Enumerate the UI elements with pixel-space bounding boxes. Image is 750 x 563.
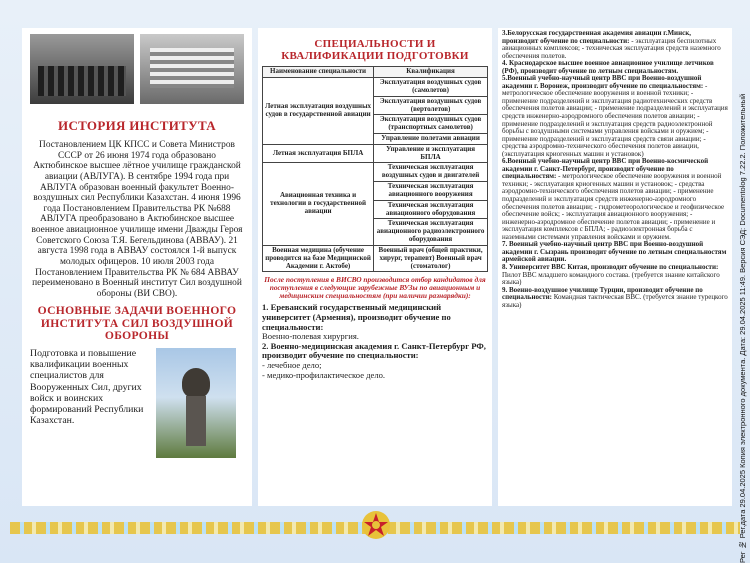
table-header: Наименование специальности <box>263 67 374 78</box>
specialties-table <box>262 66 488 272</box>
specialty-name: Авиационная техника и технологии в государственной авиации <box>263 163 374 245</box>
table-header: Квалификация <box>374 67 488 78</box>
building-photo <box>140 34 244 104</box>
university-title: 2. Военно-медицинская академия г. Санкт-Петербург РФ, производит обучение по специальности: <box>262 340 486 361</box>
tasks-title: ОСНОВНЫЕ ЗАДАЧИ ВОЕННОГО ИНСТИТУТА СИЛ ВОЗДУШНОЙ ОБОРОНЫ <box>37 304 237 342</box>
university-item: 8. Университет ВВС Китая, производит обучение по специальности: Пилот ВВС младшего командного состава. (требуется знание китайского языка) <box>502 262 720 287</box>
qualification: Эксплуатация воздушных судов (транспортных самолетов) <box>374 115 488 134</box>
qualification: Техническая эксплуатация авиационного радиоэлектронного оборудования <box>374 219 488 245</box>
university-item: 5.Военный учебно-научный центр ВВС при Военно-воздушной академии г. Воронеж, производит обучение по специальностям: - метрологическое обеспечение вооружения и военной техники; - применение подразделений и эксплуатация радиотехнических средств обеспечения полетов авиации; - применение подразделений и эксплуатация средств инженерно-аэродромного обеспечения полетов авиации; - применение подразделений и эксплуатация средств радиоэлектронной борьбы с воздушными системами управления войсками и оружием; - применение подразделений и эксплуатация средств связи авиации; - средства аэродромно-технического обеспечения полетов авиации, (эксплуатация криогенных машин и установок) <box>502 74 728 158</box>
university-detail: - медико-профилактическое дело. <box>262 369 386 380</box>
table-row <box>263 163 488 182</box>
document-stamp-text: Рег № Рег.дата 29.04.2025 Копия электронного документа. Дата: 29.04.2025 11:49. Версия СЭД: Documentolog 7.22.2. Положительный <box>738 93 747 563</box>
tasks-text: Подготовка и повышение квалификации военных специалистов для Вооруженных Сил, других войск и воинских формирований Республики Казахстан. <box>30 347 144 427</box>
university-item: 3.Белорусская государственная академия авиации г.Минск, производит обучение по специальности: - эксплуатация беспилотных авиационных комплексов; - техническая эксплуатация средств наземного обеспечения полетов. <box>502 29 721 60</box>
specialties-title: СПЕЦИАЛЬНОСТИ И КВАЛИФИКАЦИИ ПОДГОТОВКИ <box>281 38 469 63</box>
specialty-name: Летная эксплуатация БПЛА <box>263 144 374 163</box>
university-detail: - лечебное дело; <box>262 360 322 371</box>
qualification: Военный врач (общей практики, хирург, терапевт) Военный врач (стоматолог) <box>374 245 488 271</box>
university-title: 1. Ереванский государственный медицинский университет (Армения), производит обучение по специальности: <box>262 302 451 332</box>
universities-list <box>262 303 488 380</box>
qualification: Управление и эксплуатация БПЛА <box>374 144 488 163</box>
qualification: Управление полетами авиации <box>374 133 488 144</box>
qualification: Техническая эксплуатация воздушных судов и двигателей <box>374 163 488 182</box>
specialty-name: Военная медицина (обучение проводится на базе Медицинской Академии г. Актобе) <box>263 245 374 271</box>
qualification: Техническая эксплуатация авиационного вооружения <box>374 182 488 201</box>
history-title: ИСТОРИЯ ИНСТИТУТА <box>58 118 216 133</box>
specialties-column <box>258 28 492 506</box>
history-text: Постановлением ЦК КПСС и Совета Министров СССР от 26 июня 1974 года образовано Актюбинское высшее лётное училище гражданской авиации (АВЛУГА). В сентябре 1994 года при АВЛУГА образован военный факультет Военно-воздушных сил Республики Казахстан. 4 июня 1996 года Постановлением Правительства РК №688 АВЛУГА преобразовано в Актюбинское высшее военное авиационное училище имени Дважды Героя Советского Союза Т.Я. Бегельдинова (АВВАУ). 21 августа 1998 года в АВВАУ состоялся 1-й выпуск молодых офицеров. 10 июля 2003 года Постановлением Правительства РК № 684 АВВАУ переименовано в Военный институт Сил воздушной обороны (ВИ СВО). <box>31 140 243 299</box>
university-item: 6.Военный учебно-научный центр ВВС при Военно-космической академии г. Санкт-Петербург, производит обучение по специальностям: - метрологическое обеспечение вооружения и военной техники; - эксплуатация криогенных машин и установок; - средства аэродромно-технического обеспечения полетов авиации; - применение подразделений и эксплуатация средств инженерно-аэродромного обеспечения полетов авиации; - гидрометеорологическое и геофизическое обеспечение войск; - эксплуатация авиационного вооружения; - инженерно-аэродромное обеспечение полетов авиации; - применение и эксплуатация комплексов с БПЛА; - радиоэлектронная борьба с наземными системами управления войсками и оружием. <box>502 157 725 241</box>
monument-photo <box>156 348 236 458</box>
foreign-universities-note: После поступления в ВИСВО производится отбор кандидатов для поступления в следующие зарубежные ВУЗы по авиационным и медицинским специальностям (при наличии разнарядки): <box>264 275 486 301</box>
table-row <box>263 78 488 97</box>
ornament-footer <box>0 510 750 546</box>
qualification: Эксплуатация воздушных судов (самолетов) <box>374 78 488 97</box>
tasks-block <box>30 348 244 458</box>
star-emblem-icon <box>361 510 391 540</box>
university-item: 4. Краснодарское высшее военное авиационное училище летчиков (РФ), производит обучение по летным специальностям. <box>502 59 714 75</box>
table-row <box>263 245 488 271</box>
table-header-row <box>263 67 488 78</box>
qualification: Техническая эксплуатация авиационного оборудования <box>374 200 488 219</box>
university-item: 7. Военный учебно-научный центр ВВС при Военно-воздушной академии г. Сызрань производит обучение по летным специальностям армейской авиации. <box>502 240 727 264</box>
history-photos <box>30 34 244 104</box>
specialty-name: Летная эксплуатация воздушных судов в государственной авиации <box>263 78 374 145</box>
table-row <box>263 144 488 163</box>
university-detail: Военно-полевая хирургия. <box>262 331 359 342</box>
history-column <box>22 28 252 506</box>
qualification: Эксплуатация воздушных судов (вертолетов) <box>374 96 488 115</box>
universities-column <box>498 28 732 506</box>
parade-photo <box>30 34 134 104</box>
university-item: 9. Военно-воздушное училище Турции, производит обучение по специальности: Командная тактическая ВВС. (требуется знание турецкого языка) <box>502 285 728 309</box>
